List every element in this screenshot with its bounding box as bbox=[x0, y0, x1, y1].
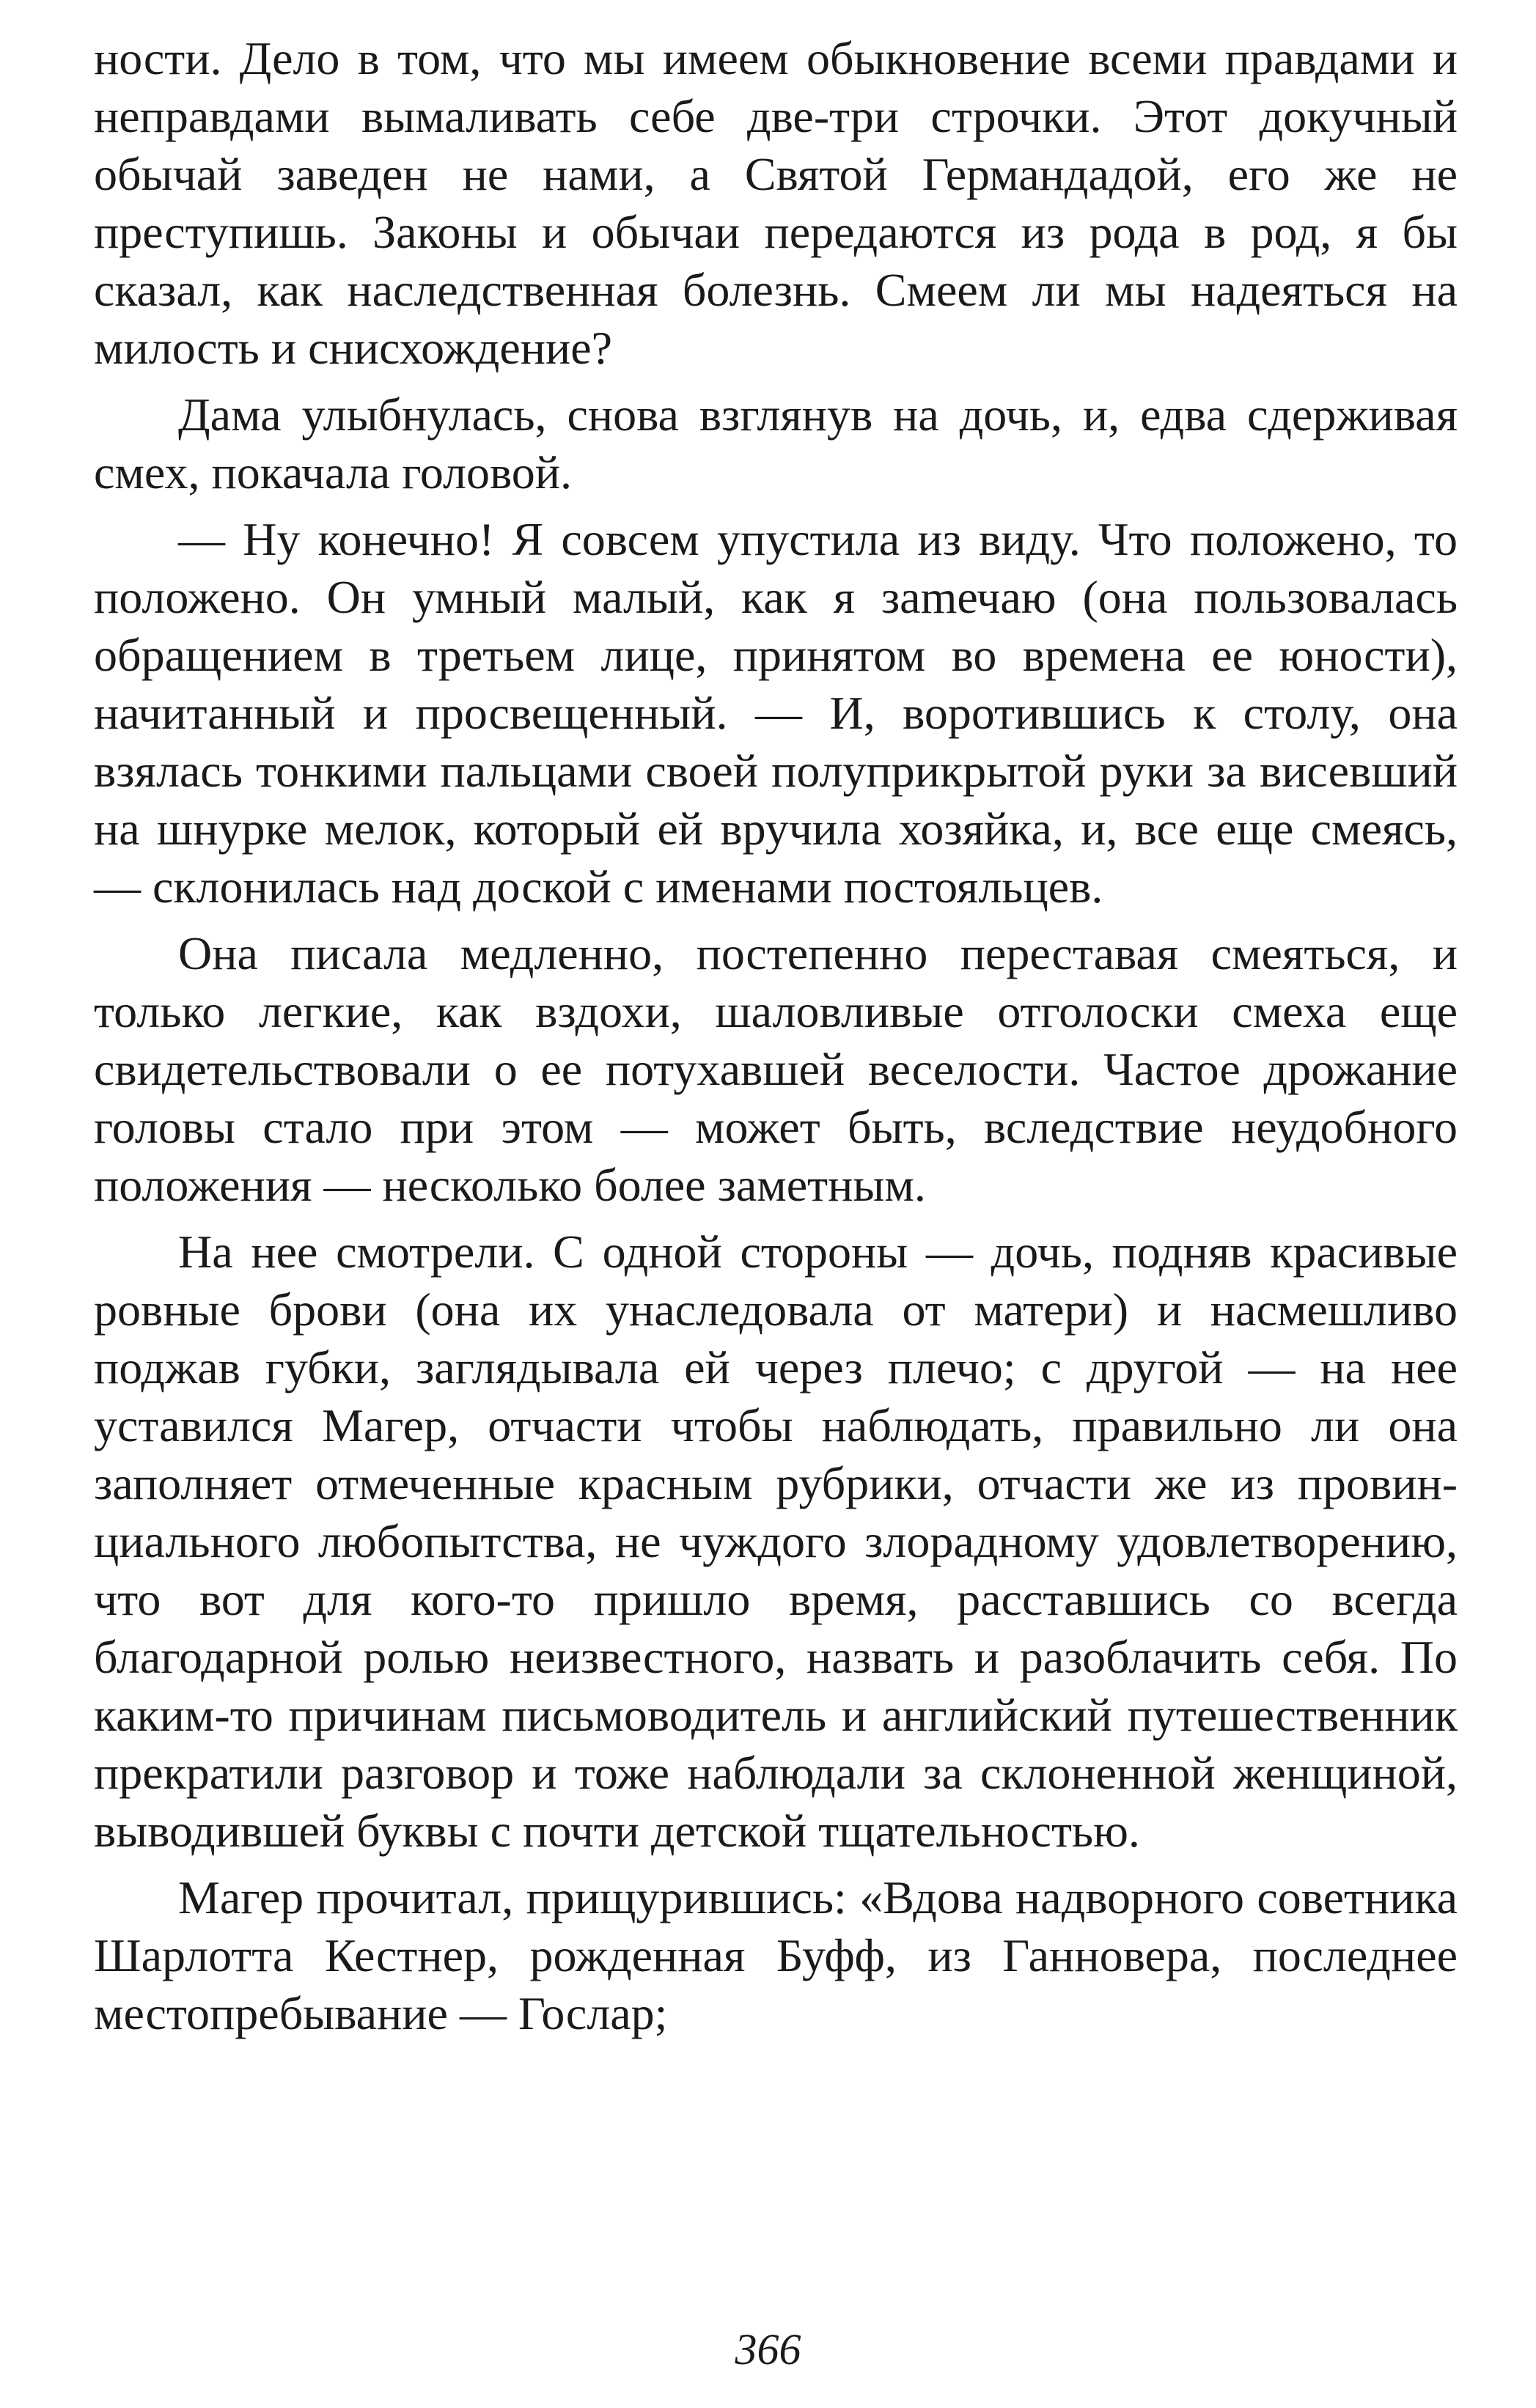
paragraph-6: Магер прочитал, прищурившись: «Вдова надворного советника Шарлотта Кестнер, рожденная Буфф, из Ганновера, последнее местопребывание — Гослар; bbox=[94, 1871, 1458, 2039]
paragraph-1: ности. Дело в том, что мы имеем обыкновение всеми правдами и неправдами вымаливать себе две-три строчки. Этот докучный обычай заведен не нами, а Святой Германдадой, его же не преступишь. Законы и обычаи передаются из рода в род, я бы сказал, как наследственная болезнь. Смеем ли мы надеяться на милость и снисхождение? bbox=[94, 32, 1458, 374]
paragraph-3: — Ну конечно! Я совсем упустила из виду. Что положено, то положено. Он умный малый, как я заmечаю (она пользовалась обращением в третьем лице, принятом во времена ее юности), начитанный и просвещенный. — И, воротившись к столу, она взялась тонкими пальцами своей полуприкрытой руки за висевший на шнурке мелок, который ей вручила хозяйка, и, все еще смеясь, — склонилась над доской с именами постояльцев. bbox=[94, 513, 1458, 913]
paragraph-2: Дама улыбнулась, снова взглянув на дочь, и, едва сдерживая смех, покачала головой. bbox=[94, 389, 1458, 498]
page-number: 366 bbox=[735, 2325, 801, 2374]
paragraph-4: Она писала медленно, постепенно переставая смеяться, и только легкие, как вздохи, шаловливые отголоски смеха еще свидетельствовали о ее потухавшей веселости. Частое дрожание головы стало при этом — может быть, вследствие неудобного положения — несколько более заметным. bbox=[94, 927, 1458, 1211]
body-text bbox=[94, 29, 1458, 2042]
paragraph-5: На нее смотрели. С одной стороны — дочь, подняв красивые ровные брови (она их унаследовала от матери) и насмешливо поджав губки, заглядывала ей через плечо; с другой — на нее уставился Магер, отчасти чтобы наблюдать, правильно ли она заполняет отмеченные красным рубрики, отчасти же из провинциального любопытства, не чуждого злорадному удовлетворению, что вот для кого-то пришло время, расставшись со всегда благодарной ролью неизвестного, назвать и разоблачить себя. По каким-то причинам письмоводитель и английский путешественник прекратили разговор и тоже наблюдали за склоненной женщиной, выводившей буквы с почти детской тщательностью. bbox=[94, 1226, 1458, 1857]
